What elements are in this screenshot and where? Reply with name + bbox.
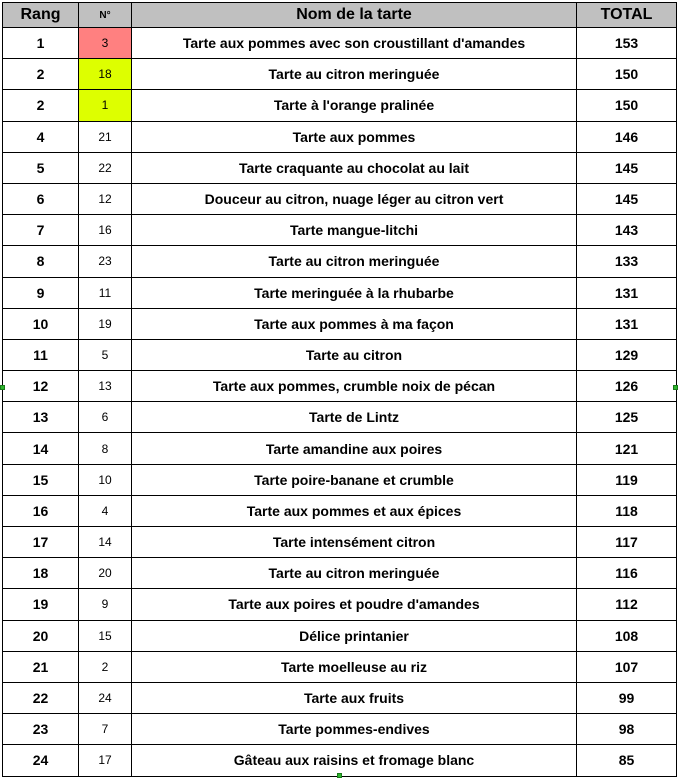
nom-cell[interactable]: Tarte aux pommes avec son croustillant d'amandes [132, 28, 577, 59]
num-cell[interactable]: 11 [79, 277, 132, 308]
total-cell[interactable]: 116 [577, 558, 677, 589]
num-cell[interactable]: 16 [79, 215, 132, 246]
table-row [3, 651, 677, 682]
nom-cell[interactable]: Tarte aux pommes à ma façon [132, 308, 577, 339]
nom-cell[interactable]: Tarte craquante au chocolat au lait [132, 152, 577, 183]
num-cell[interactable]: 6 [79, 402, 132, 433]
rang-cell[interactable]: 21 [3, 651, 79, 682]
rang-cell[interactable]: 12 [3, 371, 79, 402]
nom-cell[interactable]: Tarte intensément citron [132, 527, 577, 558]
table-row [3, 152, 677, 183]
rang-cell[interactable]: 2 [3, 90, 79, 121]
total-cell[interactable]: 98 [577, 714, 677, 745]
rang-cell[interactable]: 13 [3, 402, 79, 433]
table-row [3, 495, 677, 526]
num-cell[interactable]: 1 [79, 90, 132, 121]
total-cell[interactable]: 99 [577, 682, 677, 713]
nom-cell[interactable]: Tarte meringuée à la rhubarbe [132, 277, 577, 308]
table-row [3, 558, 677, 589]
total-cell[interactable]: 121 [577, 433, 677, 464]
table-row [3, 620, 677, 651]
table-row [3, 714, 677, 745]
nom-cell[interactable]: Tarte moelleuse au riz [132, 651, 577, 682]
total-cell[interactable]: 150 [577, 90, 677, 121]
right-selection-handle[interactable] [673, 385, 678, 390]
num-cell[interactable]: 10 [79, 464, 132, 495]
nom-cell[interactable]: Tarte aux pommes [132, 121, 577, 152]
rang-cell[interactable]: 24 [3, 745, 79, 776]
table-row [3, 433, 677, 464]
total-cell[interactable]: 150 [577, 59, 677, 90]
table-row [3, 90, 677, 121]
rang-cell[interactable]: 6 [3, 183, 79, 214]
num-cell[interactable]: 14 [79, 527, 132, 558]
rang-cell[interactable]: 17 [3, 527, 79, 558]
total-cell[interactable]: 131 [577, 277, 677, 308]
num-cell[interactable]: 3 [79, 28, 132, 59]
total-cell[interactable]: 145 [577, 152, 677, 183]
nom-cell[interactable]: Tarte aux poires et poudre d'amandes [132, 589, 577, 620]
table-row [3, 371, 677, 402]
header-total[interactable]: TOTAL [577, 3, 677, 28]
left-selection-handle[interactable] [0, 385, 5, 390]
total-cell[interactable]: 143 [577, 215, 677, 246]
nom-cell[interactable]: Douceur au citron, nuage léger au citron vert [132, 183, 577, 214]
num-cell[interactable]: 17 [79, 745, 132, 776]
total-cell[interactable]: 131 [577, 308, 677, 339]
header-nom[interactable]: Nom de la tarte [132, 3, 577, 28]
num-cell[interactable]: 21 [79, 121, 132, 152]
nom-cell[interactable]: Gâteau aux raisins et fromage blanc [132, 745, 577, 776]
rang-cell[interactable]: 23 [3, 714, 79, 745]
num-cell[interactable]: 22 [79, 152, 132, 183]
total-cell[interactable]: 145 [577, 183, 677, 214]
num-cell[interactable]: 5 [79, 339, 132, 370]
num-cell[interactable]: 19 [79, 308, 132, 339]
total-cell[interactable]: 112 [577, 589, 677, 620]
table-row [3, 745, 677, 776]
total-cell[interactable]: 153 [577, 28, 677, 59]
table-row [3, 59, 677, 90]
total-cell[interactable]: 125 [577, 402, 677, 433]
table-row [3, 527, 677, 558]
num-cell[interactable]: 23 [79, 246, 132, 277]
total-cell[interactable]: 107 [577, 651, 677, 682]
table-body [3, 28, 677, 777]
num-cell[interactable]: 2 [79, 651, 132, 682]
rang-cell[interactable]: 14 [3, 433, 79, 464]
rang-cell[interactable]: 9 [3, 277, 79, 308]
table-row [3, 682, 677, 713]
ranking-table [2, 2, 677, 777]
total-cell[interactable]: 108 [577, 620, 677, 651]
table-row [3, 464, 677, 495]
table-row [3, 277, 677, 308]
table-row [3, 402, 677, 433]
num-cell[interactable]: 7 [79, 714, 132, 745]
header-num[interactable]: N° [79, 3, 132, 28]
nom-cell[interactable]: Tarte au citron [132, 339, 577, 370]
num-cell[interactable]: 18 [79, 59, 132, 90]
nom-cell[interactable]: Tarte aux pommes et aux épices [132, 495, 577, 526]
total-cell[interactable]: 85 [577, 745, 677, 776]
rang-cell[interactable]: 11 [3, 339, 79, 370]
rang-cell[interactable]: 8 [3, 246, 79, 277]
nom-cell[interactable]: Tarte au citron meringuée [132, 558, 577, 589]
total-cell[interactable]: 118 [577, 495, 677, 526]
num-cell[interactable]: 9 [79, 589, 132, 620]
table-row [3, 215, 677, 246]
table-row [3, 246, 677, 277]
num-cell[interactable]: 4 [79, 495, 132, 526]
table-row [3, 121, 677, 152]
num-cell[interactable]: 20 [79, 558, 132, 589]
rang-cell[interactable]: 4 [3, 121, 79, 152]
nom-cell[interactable]: Tarte au citron meringuée [132, 246, 577, 277]
rang-cell[interactable]: 7 [3, 215, 79, 246]
rang-cell[interactable]: 2 [3, 59, 79, 90]
total-cell[interactable]: 126 [577, 371, 677, 402]
table-row [3, 28, 677, 59]
rang-cell[interactable]: 18 [3, 558, 79, 589]
nom-cell[interactable]: Tarte mangue-litchi [132, 215, 577, 246]
rang-cell[interactable]: 1 [3, 28, 79, 59]
num-cell[interactable]: 12 [79, 183, 132, 214]
nom-cell[interactable]: Tarte aux fruits [132, 682, 577, 713]
header-rang[interactable]: Rang [3, 3, 79, 28]
rang-cell[interactable]: 22 [3, 682, 79, 713]
nom-cell[interactable]: Tarte au citron meringuée [132, 59, 577, 90]
rang-cell[interactable]: 15 [3, 464, 79, 495]
nom-cell[interactable]: Tarte poire-banane et crumble [132, 464, 577, 495]
total-cell[interactable]: 133 [577, 246, 677, 277]
nom-cell[interactable]: Délice printanier [132, 620, 577, 651]
num-cell[interactable]: 13 [79, 371, 132, 402]
rang-cell[interactable]: 20 [3, 620, 79, 651]
nom-cell[interactable]: Tarte aux pommes, crumble noix de pécan [132, 371, 577, 402]
nom-cell[interactable]: Tarte amandine aux poires [132, 433, 577, 464]
num-cell[interactable]: 15 [79, 620, 132, 651]
header-row [3, 3, 677, 28]
num-cell[interactable]: 8 [79, 433, 132, 464]
total-cell[interactable]: 117 [577, 527, 677, 558]
total-cell[interactable]: 129 [577, 339, 677, 370]
total-cell[interactable]: 119 [577, 464, 677, 495]
rang-cell[interactable]: 10 [3, 308, 79, 339]
table-row [3, 339, 677, 370]
bottom-selection-handle[interactable] [337, 773, 342, 778]
rang-cell[interactable]: 19 [3, 589, 79, 620]
nom-cell[interactable]: Tarte à l'orange pralinée [132, 90, 577, 121]
total-cell[interactable]: 146 [577, 121, 677, 152]
table-row [3, 183, 677, 214]
nom-cell[interactable]: Tarte pommes-endives [132, 714, 577, 745]
rang-cell[interactable]: 5 [3, 152, 79, 183]
num-cell[interactable]: 24 [79, 682, 132, 713]
nom-cell[interactable]: Tarte de Lintz [132, 402, 577, 433]
rang-cell[interactable]: 16 [3, 495, 79, 526]
table-row [3, 589, 677, 620]
table-row [3, 308, 677, 339]
